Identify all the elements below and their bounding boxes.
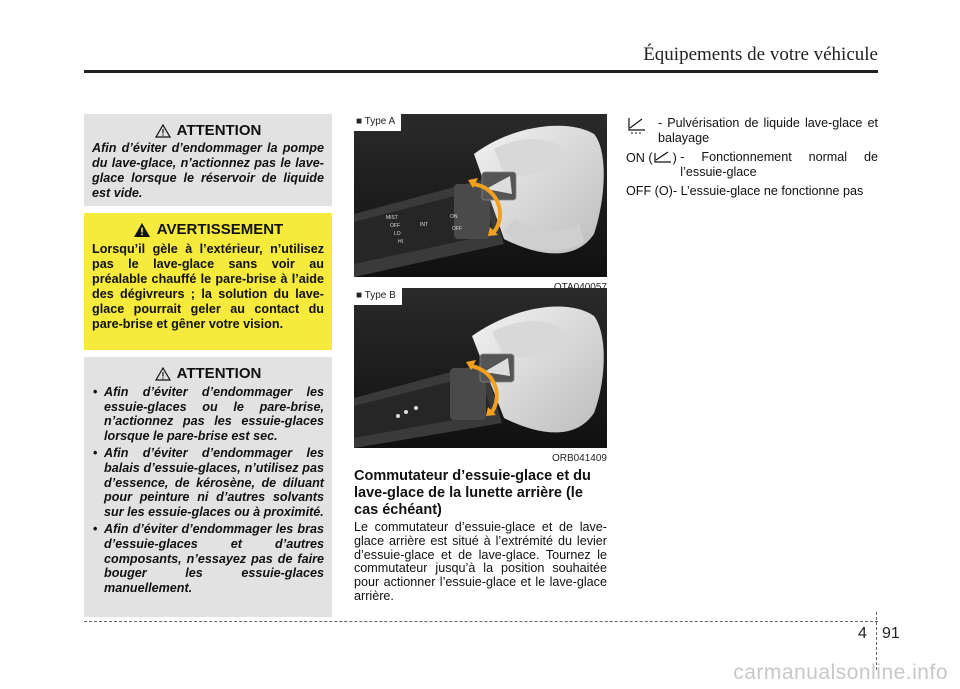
attention-2-list bbox=[92, 385, 324, 595]
list-item: • Afin d’éviter d’endommager les essuie-glaces ou le pare-brise, n’actionnez pas les essuie-glaces lorsque le pare-brise est sec. bbox=[92, 385, 324, 443]
photo-tag-a: ■ Type A bbox=[354, 114, 401, 131]
attention-1-text: Afin d’éviter d’endommager la pompe du lave-glace, n’actionnez pas le lave-glace lorsque le réservoir de liquide est vide. bbox=[92, 141, 324, 200]
list-item: • Afin d’éviter d’endommager les bras d’essuie-glaces et d’autres composants, n’essayez pas de faire bouger les essuie-glaces manuellement. bbox=[92, 522, 324, 595]
wiper-switch-photo-b bbox=[354, 288, 607, 448]
page-rule bbox=[84, 621, 878, 622]
attention-box-1 bbox=[84, 114, 332, 206]
list-item: • Afin d’éviter d’endommager les balais d’essuie-glaces, n’utilisez pas d’essence, de kérosène, de diluant pour peinture ni d’autres solvants sur les essuie-glaces ou à proximité. bbox=[92, 446, 324, 519]
on-prefix: ON ( bbox=[626, 151, 653, 165]
warning-title: AVERTISSEMENT bbox=[156, 221, 284, 238]
footer-brand: carmanualsonline.info bbox=[733, 661, 948, 684]
warning-filled-triangle-icon bbox=[133, 222, 151, 238]
photo-label: LO bbox=[394, 231, 401, 237]
attention-1-title: ATTENTION bbox=[176, 122, 262, 139]
photo-label: OFF bbox=[452, 226, 462, 232]
off-row bbox=[626, 184, 878, 199]
photo-label: HI bbox=[398, 239, 403, 245]
photo-code-b: ORB041409 bbox=[551, 453, 607, 464]
chapter-number: 4 bbox=[858, 625, 867, 642]
page-number: 91 bbox=[882, 625, 900, 642]
photo-tag-b: ■ Type B bbox=[354, 288, 402, 305]
off-text: - L’essuie-glace ne fonctionne pas bbox=[672, 184, 864, 198]
warning-text: Lorsqu’il gèle à l’extérieur, n’utilisez pas le lave-glace sans voir au préalable chauffé le pare-brise à l’aide des dégivreurs ; la solution du lave-glace pourrait geler au contact du pare-brise et gêner votre vision. bbox=[92, 242, 324, 331]
photo-label: OFF bbox=[390, 223, 400, 229]
photo-type-a bbox=[354, 114, 607, 277]
photo-type-b bbox=[354, 288, 607, 464]
photo-label: INT bbox=[420, 222, 429, 228]
wiper-icon bbox=[653, 150, 673, 164]
right-column bbox=[626, 116, 878, 199]
on-row bbox=[626, 150, 878, 180]
warning-triangle-icon bbox=[155, 367, 171, 381]
on-text: - Fonctionnement normal de l’essuie-glace bbox=[680, 150, 878, 179]
on-suffix: ) bbox=[672, 151, 677, 165]
header-title: Équipements de votre véhicule bbox=[643, 44, 878, 65]
warning-triangle-icon bbox=[155, 124, 171, 138]
photo-label: MIST bbox=[386, 215, 398, 221]
warning-box bbox=[84, 213, 332, 350]
washer-spray-text: - Pulvérisation de liquide lave-glace et balayage bbox=[658, 116, 878, 145]
washer-spray-icon bbox=[626, 116, 648, 134]
section-title: Commutateur d’essuie-glace et du lave-glace de la lunette arrière (le cas échéant) bbox=[354, 468, 591, 518]
attention-box-2 bbox=[84, 357, 332, 617]
attention-2-title: ATTENTION bbox=[176, 365, 262, 382]
off-prefix: OFF (O) bbox=[626, 184, 673, 198]
section-body: Le commutateur d’essuie-glace et de lave-glace arrière est situé à l’extrémité du levier d’essuie-glace et de lave-glace. Tournez le commutateur jusqu’à la position souhaitée pour actionner l’essuie-glace et le lave-glace arrière. bbox=[354, 520, 607, 603]
wiper-switch-photo-a bbox=[354, 114, 607, 277]
header-rule bbox=[84, 70, 878, 73]
photo-label: ON bbox=[450, 214, 458, 220]
washer-spray-row bbox=[626, 116, 878, 146]
